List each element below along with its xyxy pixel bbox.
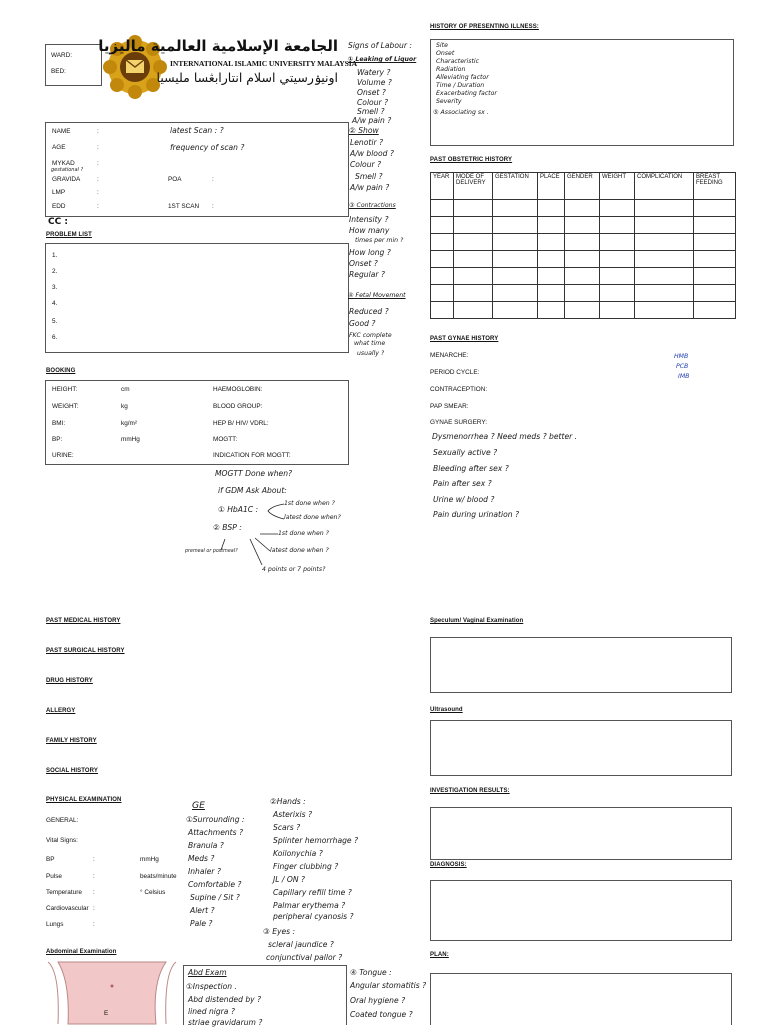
bsp-meal-note: premeal or postmeal? [185, 549, 238, 554]
colon: : [93, 873, 95, 880]
mykad-label: MYKAD [52, 160, 75, 167]
obstetric-col-header: WEIGHT [600, 173, 635, 200]
latest-scan-note: latest Scan : ? [170, 126, 224, 135]
problem-item: 2. [52, 268, 58, 275]
bsp-connector-lines [220, 525, 280, 569]
hands-item: Scars ? [273, 823, 301, 832]
height-label: HEIGHT: [52, 386, 78, 393]
gynae-note: Bleeding after sex ? [433, 464, 509, 473]
bed-label: BED: [51, 68, 66, 75]
bsp-latest-note: latest done when ? [270, 547, 329, 554]
temperature-unit: ° Celsius [140, 889, 166, 896]
university-name: INTERNATIONAL ISLAMIC UNIVERSITY MALAYSIA [170, 59, 357, 68]
liquor-item: A/w pain ? [352, 116, 392, 125]
hopi-item: Characteristic [436, 58, 480, 65]
abd-exam-item: lined nigra ? [188, 1007, 235, 1016]
hba1c-latest-note: latest done when? [284, 514, 341, 521]
colon: : [97, 160, 99, 167]
hopi-item: Time / Duration [436, 82, 485, 89]
bp-vital-label: BP [46, 856, 55, 863]
contractions-item: How many [349, 226, 390, 235]
allergy-title: ALLERGY [46, 708, 76, 714]
colon: : [212, 176, 214, 183]
liquor-item: Volume ? [357, 78, 392, 87]
ge-item: Branula ? [188, 841, 224, 850]
menarche-label: MENARCHE: [430, 352, 469, 359]
gynae-note: Sexually active ? [433, 448, 498, 457]
abd-exam-item: striae gravidarum ? [188, 1018, 263, 1027]
hopi-title: HISTORY OF PRESENTING ILLNESS: [430, 24, 539, 30]
table-row [431, 217, 736, 234]
gynae-note: Pain during urination ? [433, 510, 519, 519]
fetal-title: ④ Fetal Movement [348, 292, 406, 299]
contractions-item: Regular ? [349, 270, 385, 279]
hands-item: Asterixis ? [273, 810, 313, 819]
fetal-item: FKC complete [349, 332, 392, 339]
ge-item: Supine / Sit ? [190, 893, 240, 902]
bsp-first-note: 1st done when ? [278, 530, 329, 537]
abdomen-figure [46, 962, 178, 1024]
name-label: NAME [52, 128, 71, 135]
liquor-item: Watery ? [357, 68, 391, 77]
problem-item: 5. [52, 318, 58, 325]
fetal-item: Good ? [349, 319, 376, 328]
haemoglobin-label: HAEMOGLOBIN: [213, 386, 263, 393]
blood-group-label: BLOOD GROUP: [213, 403, 263, 410]
ge-title: GE [192, 800, 205, 811]
contractions-item: How long ? [349, 248, 391, 257]
edd-label: EDD [52, 203, 66, 210]
university-arabic: الجامعة الإسلامية العالمية ماليزيا [98, 37, 338, 55]
physical-exam-title: PHYSICAL EXAMINATION [46, 797, 122, 803]
bsp-points-note: 4 points or 7 points? [262, 566, 326, 573]
blue-note: PCB [676, 363, 689, 370]
ge-item: Meds ? [188, 854, 215, 863]
frequency-scan-note: frequency of scan ? [170, 143, 245, 152]
hands-item: Koilonychia ? [273, 849, 323, 858]
gdm-note: if GDM Ask About: [218, 486, 287, 495]
bmi-label: BMI: [52, 420, 66, 427]
contractions-item: Onset ? [349, 259, 378, 268]
eyes-item: conjunctival pallor ? [266, 953, 343, 962]
colon: : [93, 856, 95, 863]
hands-item: peripheral cyanosis ? [273, 912, 354, 921]
weight-unit: kg [121, 403, 128, 410]
drug-history-title: DRUG HISTORY [46, 678, 93, 684]
ge-item: ①Surrounding : [186, 815, 245, 824]
obstetric-col-header: BREAST FEEDING [694, 173, 736, 200]
cardiovascular-label: Cardiovascular [46, 905, 89, 912]
past-medical-title: PAST MEDICAL HISTORY [46, 618, 121, 624]
hba1c-first-note: 1st done when ? [284, 500, 335, 507]
hopi-item: Alleviating factor [436, 74, 489, 81]
show-item: Colour ? [350, 160, 382, 169]
gynae-note: Urine w/ blood ? [433, 495, 495, 504]
problem-item: 3. [52, 284, 58, 291]
tongue-item: Coated tongue ? [350, 1010, 413, 1019]
diagnosis-box [430, 880, 732, 941]
obstetric-col-header: GENDER [565, 173, 600, 200]
ge-item: Attachments ? [188, 828, 244, 837]
pulse-unit: beats/minute [140, 873, 177, 880]
obstetric-col-header: MODE OF DELIVERY [454, 173, 493, 200]
mogtt-note: MOGTT Done when? [215, 469, 293, 478]
vitals-label: Vital Signs: [46, 837, 78, 844]
hopi-item: Exacerbating factor [436, 90, 497, 97]
indication-label: INDICATION FOR MOGTT: [213, 452, 291, 459]
obstetric-header-row [431, 173, 736, 200]
weight-label: WEIGHT: [52, 403, 79, 410]
hopi-item: Onset [436, 50, 455, 57]
problem-item: 1. [52, 252, 58, 259]
abd-exam-item: ①Inspection . [186, 982, 237, 991]
fetal-item: usually ? [357, 350, 385, 357]
eyes-item: scleral jaundice ? [268, 940, 334, 949]
abd-exam-item: Abd distended by ? [188, 995, 262, 1004]
fetal-item: what time [354, 340, 386, 347]
hopi-item: Severity [436, 98, 462, 105]
colon: : [97, 176, 99, 183]
gynae-note: Pain after sex ? [433, 479, 492, 488]
ge-item: Alert ? [190, 906, 215, 915]
liquor-item: Onset ? [357, 88, 386, 97]
show-title: ② Show [349, 126, 379, 135]
fetal-item: Reduced ? [349, 307, 389, 316]
table-row [431, 268, 736, 285]
contractions-title: ③ Contractions [349, 202, 396, 209]
bsp-note: ② BSP : [213, 523, 242, 532]
table-row [431, 251, 736, 268]
obstetric-col-header: YEAR [431, 173, 454, 200]
mogtt-label: MOGTT: [213, 436, 238, 443]
show-item: Smell ? [355, 172, 383, 181]
lmp-label: LMP [52, 189, 66, 196]
gynae-title: PAST GYNAE HISTORY [430, 336, 499, 342]
contractions-item: times per min ? [355, 237, 404, 244]
past-surgical-title: PAST SURGICAL HISTORY [46, 648, 125, 654]
age-label: AGE [52, 144, 66, 151]
table-row [431, 302, 736, 319]
hopi-item: Site [436, 42, 448, 49]
bp-label: BP: [52, 436, 63, 443]
hopi-item: ⑤ Associating sx . [433, 109, 489, 116]
tongue-title: ④ Tongue : [350, 968, 392, 977]
liquor-title: ① Leaking of Liquor [348, 56, 417, 63]
obstetric-title: PAST OBSTETRIC HISTORY [430, 157, 513, 163]
height-unit: cm [121, 386, 130, 393]
plan-box [430, 973, 732, 1025]
show-item: A/w pain ? [350, 183, 390, 192]
bmi-unit: kg/m² [121, 420, 137, 427]
colon: : [212, 203, 214, 210]
abd-exam-title: Abd Exam [188, 968, 227, 977]
plan-title: PLAN: [430, 952, 449, 958]
abdominal-exam-title: Abdominal Examination [46, 949, 117, 955]
hba1c-note: ① HbA1C : [218, 505, 259, 514]
tongue-item: Oral hygiene ? [350, 996, 406, 1005]
problem-item: 4. [52, 300, 58, 307]
hands-item: Splinter hemorrhage ? [273, 836, 359, 845]
ward-bed-box [45, 44, 102, 86]
urine-label: URINE: [52, 452, 74, 459]
blue-note: HMB [674, 353, 689, 360]
hands-item: Capillary refill time ? [273, 888, 352, 897]
problem-list-box [45, 243, 349, 353]
hopi-item: Radiation [436, 66, 466, 73]
bp-unit: mmHg [121, 436, 140, 443]
ge-item: Pale ? [190, 919, 213, 928]
pulse-label: Pulse [46, 873, 62, 880]
hands-title: ②Hands : [270, 797, 306, 806]
obstetric-col-header: GESTATION [493, 173, 538, 200]
first-scan-label: 1ST SCAN [168, 203, 200, 210]
liquor-item: Smell ? [357, 107, 385, 116]
ward-label: WARD: [51, 52, 73, 59]
pap-smear-label: PAP SMEAR: [430, 403, 469, 410]
ge-item: Inhaler ? [188, 867, 221, 876]
hba1c-brace [266, 500, 286, 522]
general-label: GENERAL: [46, 817, 79, 824]
colon: : [93, 889, 95, 896]
problem-item: 6. [52, 334, 58, 341]
temperature-label: Temperature [46, 889, 82, 896]
obstetric-table [430, 172, 736, 319]
tongue-item: Angular stomatitis ? [350, 981, 427, 990]
university-jawi: اونيۏرسيتي اسلام انتارابڠسا مليسيا [156, 70, 338, 85]
colon: : [93, 921, 95, 928]
labour-title: Signs of Labour : [348, 41, 412, 50]
colon: : [97, 144, 99, 151]
gynae-note: Dysmenorrhea ? Need meds ? better . [432, 432, 578, 441]
lungs-label: Lungs [46, 921, 64, 928]
contractions-item: Intensity ? [349, 215, 389, 224]
eyes-title: ③ Eyes : [263, 927, 296, 936]
figure-label: E [104, 1010, 109, 1017]
liquor-item: Colour ? [357, 98, 389, 107]
gravida-handwritten-note: gestational ? [51, 167, 84, 173]
table-row [431, 200, 736, 217]
obstetric-col-header: PLACE [538, 173, 565, 200]
gravida-label: GRAVIDA [52, 176, 81, 183]
hands-item: JL / ON ? [273, 875, 305, 884]
family-history-title: FAMILY HISTORY [46, 738, 97, 744]
colon: : [97, 189, 99, 196]
ultrasound-title: Ultrasound [430, 707, 463, 713]
bp-vital-unit: mmHg [140, 856, 159, 863]
cc-label: CC : [48, 217, 68, 227]
investigation-box [430, 807, 732, 860]
speculum-title: Speculum/ Vaginal Examination [430, 618, 524, 624]
table-row [431, 285, 736, 302]
booking-title: BOOKING [46, 368, 76, 374]
contraception-label: CONTRACEPTION: [430, 386, 488, 393]
colon: : [93, 905, 95, 912]
hands-item: Palmar erythema ? [273, 901, 346, 910]
diagnosis-title: DIAGNOSIS: [430, 862, 467, 868]
table-row [431, 234, 736, 251]
gynae-surgery-label: GYNAE SURGERY: [430, 419, 488, 426]
period-cycle-label: PERIOD CYCLE: [430, 369, 480, 376]
colon: : [97, 128, 99, 135]
obstetric-col-header: COMPLICATION [635, 173, 694, 200]
hands-item: Finger clubbing ? [273, 862, 339, 871]
colon: : [97, 203, 99, 210]
speculum-box [430, 637, 732, 693]
blue-note: IMB [678, 373, 690, 380]
ge-item: Comfortable ? [188, 880, 242, 889]
hep-label: HEP B/ HIV/ VDRL: [213, 420, 269, 427]
social-history-title: SOCIAL HISTORY [46, 768, 98, 774]
investigation-title: INVESTIGATION RESULTS: [430, 788, 510, 794]
show-item: Lenotir ? [350, 138, 384, 147]
booking-box [45, 380, 349, 465]
show-item: A/w blood ? [350, 149, 394, 158]
poa-label: POA [168, 176, 182, 183]
ultrasound-box [430, 720, 732, 776]
problem-list-title: PROBLEM LIST [46, 232, 92, 238]
